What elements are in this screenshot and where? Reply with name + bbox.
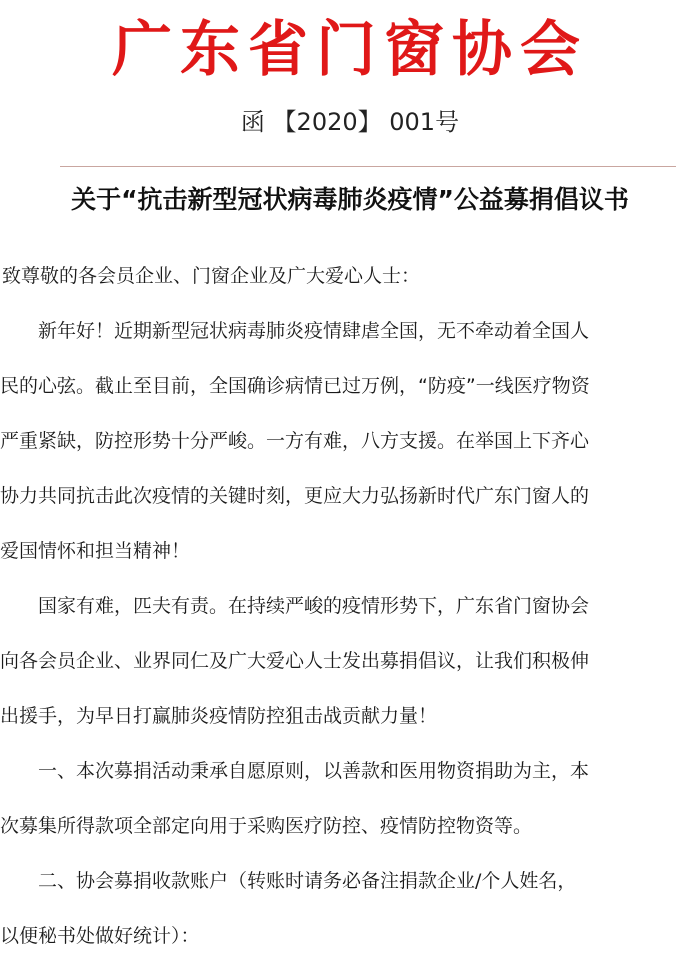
body-line: 国家有难，匹夫有责。在持续严峻的疫情形势下，广东省门窗协会 bbox=[38, 595, 590, 617]
body-line: 一、本次募捐活动秉承自愿原则，以善款和医用物资捐助为主，本 bbox=[38, 760, 590, 782]
body-line: 爱国情怀和担当精神！ bbox=[0, 540, 191, 562]
document-number: 函 【2020】 001号 bbox=[240, 108, 460, 136]
body-line: 出援手，为早日打赢肺炎疫情防控狙击战贡献力量！ bbox=[0, 705, 438, 727]
body-line: 协力共同抗击此次疫情的关键时刻，更应大力弘扬新时代广东门窗人的 bbox=[0, 485, 590, 507]
body-line: 新年好！近期新型冠状病毒肺炎疫情肆虐全国，无不牵动着全国人 bbox=[38, 320, 590, 342]
salutation: 致尊敬的各会员企业、门窗企业及广大爱心人士： bbox=[2, 265, 421, 287]
body-line: 以便秘书处做好统计）： bbox=[0, 925, 200, 947]
body-line: 严重紧缺，防控形势十分严峻。一方有难，八方支援。在举国上下齐心 bbox=[0, 430, 590, 452]
letterhead-org-name: 广东省门窗协会 bbox=[112, 15, 588, 85]
body-line: 民的心弦。截止至目前，全国确诊病情已过万例，“防疫”一线医疗物资 bbox=[0, 375, 590, 397]
body-line: 次募集所得款项全部定向用于采购医疗防控、疫情防控物资等。 bbox=[0, 815, 533, 837]
letter-body bbox=[0, 249, 700, 964]
body-line: 向各会员企业、业界同仁及广大爱心人士发出募捐倡议，让我们积极伸 bbox=[0, 650, 590, 672]
body-line: 二、协会募捐收款账户（转账时请务必备注捐款企业/个人姓名， bbox=[38, 870, 577, 892]
header-divider bbox=[60, 166, 676, 167]
document-title: 关于“抗击新型冠状病毒肺炎疫情”公益募捐倡议书 bbox=[71, 185, 629, 214]
